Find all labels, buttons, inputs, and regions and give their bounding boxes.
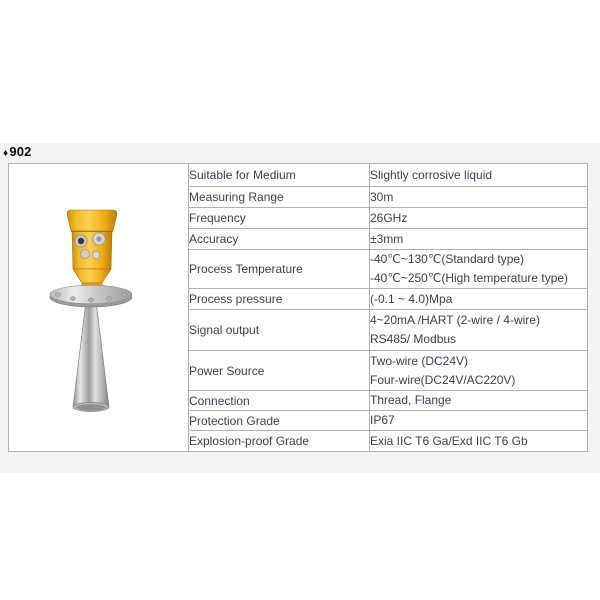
spec-value-explosion-proof-grade xyxy=(370,431,588,452)
spec-value-line: ±3mm xyxy=(370,231,404,246)
spec-value-frequency xyxy=(370,208,588,229)
spec-label-power-source: Power Source xyxy=(189,351,370,391)
spec-value-line: Thread, Flange xyxy=(370,393,452,407)
spec-label-signal-output: Signal output xyxy=(189,310,370,351)
spec-value-protection-grade xyxy=(370,411,588,431)
section-title-text: 902 xyxy=(9,144,32,159)
spec-value-line: Four-wire(DC24V/AC220V) xyxy=(370,372,516,387)
spec-label-explosion-proof-grade: Explosion-proof Grade xyxy=(189,431,370,452)
spec-label-connection: Connection xyxy=(189,391,370,411)
spec-value-process-temperature xyxy=(370,250,588,289)
spec-value-line: IP67 xyxy=(370,413,395,427)
spec-value-line: -40℃~250℃(High temperature type) xyxy=(370,271,569,285)
spec-label-process-temperature: Process Temperature xyxy=(189,250,370,289)
spec-value-connection xyxy=(370,391,588,411)
diamond-bullet-icon: ♦ xyxy=(3,148,9,159)
section-title xyxy=(3,144,32,159)
spec-value-signal-output xyxy=(370,310,588,351)
spec-value-line: -40℃~130℃(Standard type) xyxy=(370,252,525,266)
radar-level-sensor-image xyxy=(10,165,188,450)
spec-label-measuring-range: Measuring Range xyxy=(189,187,370,208)
spec-label-protection-grade: Protection Grade xyxy=(189,411,370,431)
spec-value-line: Slightly corrosive liquid xyxy=(370,167,493,182)
spec-value-line: RS485/ Modbus xyxy=(370,332,457,346)
spec-value-process-pressure xyxy=(370,289,588,310)
spec-value-suitable-medium xyxy=(370,164,588,187)
table-row xyxy=(9,164,588,187)
spec-table xyxy=(8,163,588,452)
spec-label-suitable-medium: Suitable for Medium xyxy=(189,164,370,187)
spec-value-line: Exia IIC T6 Ga/Exd IIC T6 Gb xyxy=(370,433,528,448)
spec-label-process-pressure: Process pressure xyxy=(189,289,370,310)
spec-value-line: Two-wire (DC24V) xyxy=(370,353,469,368)
spec-value-line: 26GHz xyxy=(370,210,408,225)
spec-value-line: 30m xyxy=(370,189,394,204)
spec-value-accuracy xyxy=(370,229,588,250)
spec-value-line: (-0.1 ~ 4.0)Mpa xyxy=(370,291,453,306)
spec-label-accuracy: Accuracy xyxy=(189,229,370,250)
spec-value-measuring-range xyxy=(370,187,588,208)
spec-value-power-source xyxy=(370,351,588,391)
product-image-cell xyxy=(9,164,189,452)
spec-value-line: 4~20mA /HART (2-wire / 4-wire) xyxy=(370,313,540,327)
spec-label-frequency: Frequency xyxy=(189,208,370,229)
